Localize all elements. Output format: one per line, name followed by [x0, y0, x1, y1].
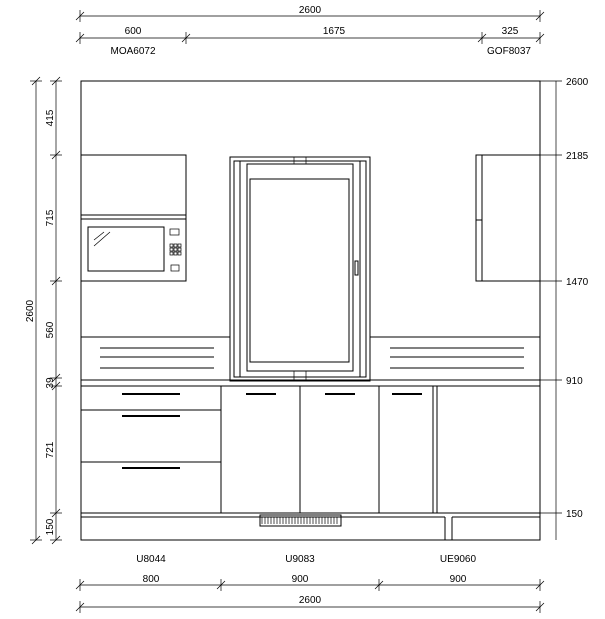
corner-cabinet [379, 386, 540, 513]
right-height-label: 2600 [566, 77, 589, 88]
right-height-label: 910 [566, 376, 583, 387]
left-total-dimension [25, 77, 42, 544]
code-moa: MOA6072 [110, 46, 156, 57]
bottom-segment-label: 900 [291, 574, 309, 585]
bottom-segment-label: 900 [449, 574, 467, 585]
left-total-label: 2600 [25, 299, 36, 323]
top-total-dimension [76, 5, 544, 22]
left-segment-dimensions [45, 77, 62, 544]
top-segment-label: 325 [501, 26, 519, 37]
top-total-label: 2600 [298, 5, 322, 16]
top-segment-label: 1675 [322, 26, 346, 37]
backsplash-right [370, 337, 540, 380]
top-segment-label: 600 [124, 26, 142, 37]
right-height-label: 2185 [566, 151, 589, 162]
window [230, 157, 370, 381]
code-u8044: U8044 [136, 554, 166, 565]
right-height-label: 150 [566, 509, 583, 520]
bottom-total-dimension [76, 595, 544, 613]
drawer-unit [81, 386, 221, 513]
microwave [81, 219, 186, 281]
bottom-segment-label: 800 [142, 574, 160, 585]
left-segment-label: 39 [45, 377, 56, 389]
left-segment-label: 715 [45, 209, 56, 227]
bottom-total-label: 2600 [298, 595, 322, 606]
code-ue9060: UE9060 [439, 554, 477, 565]
wall-outline [81, 81, 540, 540]
top-segment-dimensions [76, 26, 544, 44]
right-height-marks [540, 77, 589, 540]
left-segment-label: 415 [45, 109, 56, 127]
upper-cabinet-right [476, 155, 540, 281]
upper-cabinet-left [81, 155, 186, 219]
left-segment-label: 721 [45, 441, 56, 459]
keypad [170, 244, 181, 255]
bottom-segment-dimensions [76, 574, 544, 591]
right-height-label: 1470 [566, 277, 589, 288]
backsplash-left [81, 337, 230, 380]
left-segment-label: 150 [45, 518, 56, 536]
code-u9083: U9083 [285, 554, 315, 565]
window-handle [355, 261, 358, 275]
code-gof: GOF8037 [487, 46, 531, 57]
left-segment-label: 560 [45, 321, 56, 339]
sink-cabinet [221, 386, 379, 513]
